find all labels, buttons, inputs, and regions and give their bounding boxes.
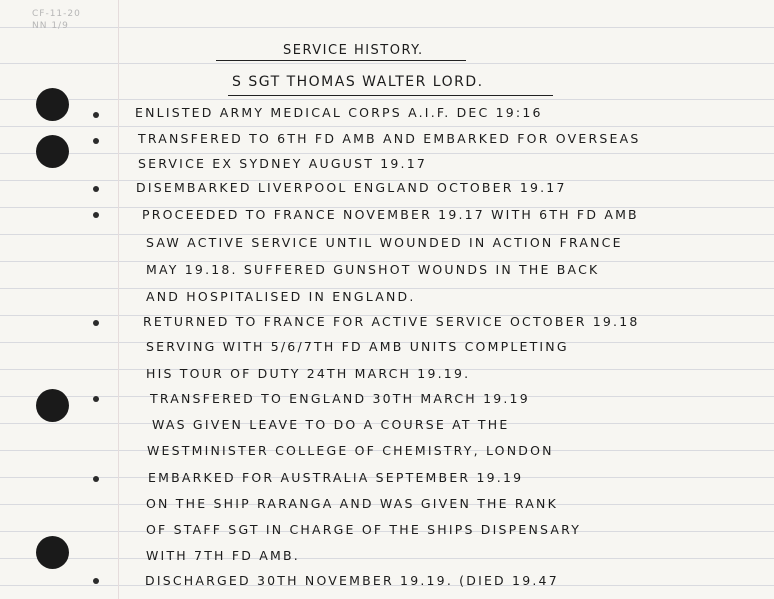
bullet — [93, 476, 99, 482]
bullet — [93, 212, 99, 218]
bullet — [93, 186, 99, 192]
history-line: EMBARKED FOR AUSTRALIA SEPTEMBER 19.19 — [148, 470, 524, 485]
page-title: SERVICE HISTORY. — [283, 43, 424, 58]
ruled-line — [0, 126, 774, 127]
history-line: HIS TOUR OF DUTY 24TH MARCH 19.19. — [146, 366, 471, 381]
corner-note-line: NN 1/9 — [32, 21, 69, 31]
history-line: PROCEEDED TO FRANCE NOVEMBER 19.17 WITH 6TH FD AMB — [142, 207, 639, 222]
history-line: DISEMBARKED LIVERPOOL ENGLAND OCTOBER 19.17 — [136, 180, 567, 195]
ruled-line — [0, 153, 774, 154]
bullet — [93, 138, 99, 144]
history-line: OF STAFF SGT IN CHARGE OF THE SHIPS DISPENSARY — [146, 522, 582, 537]
history-line: WESTMINISTER COLLEGE OF CHEMISTRY, LONDON — [147, 443, 554, 458]
bullet — [93, 396, 99, 402]
history-line: SERVICE EX SYDNEY AUGUST 19.17 — [138, 156, 428, 171]
history-line: RETURNED TO FRANCE FOR ACTIVE SERVICE OCTOBER 19.18 — [143, 314, 640, 329]
corner-note-line: CF-11-20 — [32, 9, 81, 19]
ruled-line — [0, 558, 774, 559]
history-line: WAS GIVEN LEAVE TO DO A COURSE AT THE — [152, 417, 510, 432]
margin-line — [118, 0, 119, 599]
history-line: AND HOSPITALISED IN ENGLAND. — [146, 289, 416, 304]
punch-hole — [36, 88, 69, 121]
ruled-line — [0, 99, 774, 100]
history-line: ON THE SHIP RARANGA AND WAS GIVEN THE RANK — [146, 496, 558, 511]
history-line: TRANSFERED TO 6TH FD AMB AND EMBARKED FOR OVERSEAS — [138, 131, 641, 146]
title-underline — [216, 60, 466, 61]
punch-hole — [36, 389, 69, 422]
soldier-name: S SGT THOMAS WALTER LORD. — [232, 74, 484, 90]
name-underline — [228, 95, 553, 96]
ruled-line — [0, 27, 774, 28]
history-line: ENLISTED ARMY MEDICAL CORPS A.I.F. DEC 19:16 — [135, 105, 543, 120]
history-line: WITH 7TH FD AMB. — [146, 548, 300, 563]
punch-hole — [36, 536, 69, 569]
bullet — [93, 112, 99, 118]
history-line: TRANSFERED TO ENGLAND 30TH MARCH 19.19 — [150, 391, 530, 406]
history-line: SERVING WITH 5/6/7TH FD AMB UNITS COMPLETING — [146, 339, 569, 354]
history-line: MAY 19.18. SUFFERED GUNSHOT WOUNDS IN THE BACK — [146, 262, 600, 277]
bullet — [93, 320, 99, 326]
ruled-line — [0, 63, 774, 64]
punch-hole — [36, 135, 69, 168]
corner-pencil-note — [32, 8, 81, 32]
history-line: DISCHARGED 30TH NOVEMBER 19.19. (DIED 19.47 — [145, 573, 559, 588]
history-line: SAW ACTIVE SERVICE UNTIL WOUNDED IN ACTION FRANCE — [146, 235, 623, 250]
bullet — [93, 578, 99, 584]
